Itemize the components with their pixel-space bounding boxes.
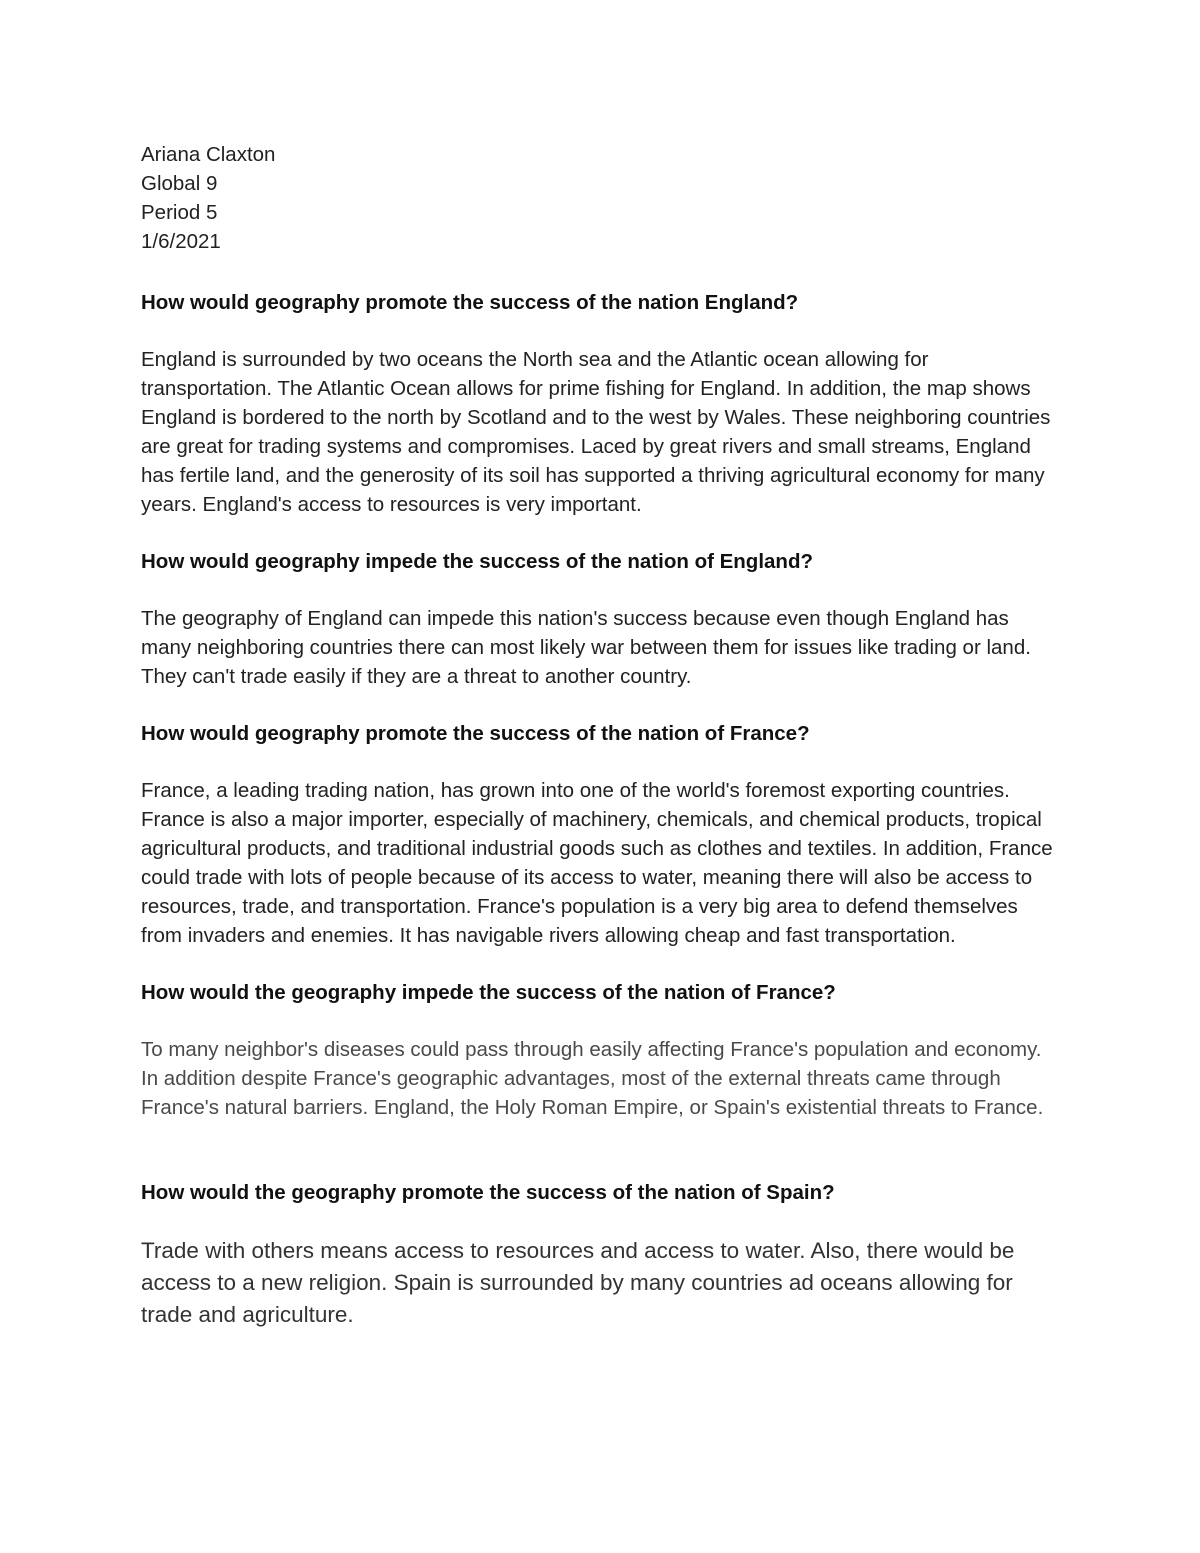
answer-england-impede: The geography of England can impede this nation's success because even though England has many neighboring countries there can most likely war between them for issues like trading or land. They can't trade easily if they are a threat to another country. <box>141 607 1031 688</box>
question-england-promote: How would geography promote the success of the nation England? <box>141 291 799 314</box>
question-spain-promote: How would the geography promote the success of the nation of Spain? <box>141 1181 835 1204</box>
course-name: Global 9 <box>141 172 218 195</box>
document-date: 1/6/2021 <box>141 230 221 253</box>
document-header <box>141 140 1061 256</box>
answer-france-promote: France, a leading trading nation, has grown into one of the world's foremost exporting countries. France is also a major importer, especially of machinery, chemicals, and chemical products, tropical agricultural products, and traditional industrial goods such as clothes and textiles. In addition, France could trade with lots of people because of its access to water, meaning there will also be access to resources, trade, and transportation. France's population is a very big area to defend themselves from invaders and enemies. It has navigable rivers allowing cheap and fast transportation. <box>141 779 1053 947</box>
question-england-impede: How would geography impede the success of the nation of England? <box>141 550 813 573</box>
question-france-impede: How would the geography impede the success of the nation of France? <box>141 981 836 1004</box>
answer-france-impede: To many neighbor's diseases could pass through easily affecting France's population and economy. In addition despite France's geographic advantages, most of the external threats came through France's natural barriers. England, the Holy Roman Empire, or Spain's existential threats to France. <box>141 1038 1044 1119</box>
answer-england-promote: England is surrounded by two oceans the North sea and the Atlantic ocean allowing for transportation. The Atlantic Ocean allows for prime fishing for England. In addition, the map shows England is bordered to the north by Scotland and to the west by Wales. These neighboring countries are great for trading systems and compromises. Laced by great rivers and small streams, England has fertile land, and the generosity of its soil has supported a thriving agricultural economy for many years. England's access to resources is very important. <box>141 348 1051 516</box>
student-name: Ariana Claxton <box>141 143 276 166</box>
class-period: Period 5 <box>141 201 218 224</box>
answer-spain-promote: Trade with others means access to resources and access to water. Also, there would be access to a new religion. Spain is surrounded by many countries ad oceans allowing for trade and agriculture. <box>141 1238 1015 1327</box>
document-page <box>141 140 1061 1359</box>
question-france-promote: How would geography promote the success of the nation of France? <box>141 722 810 745</box>
